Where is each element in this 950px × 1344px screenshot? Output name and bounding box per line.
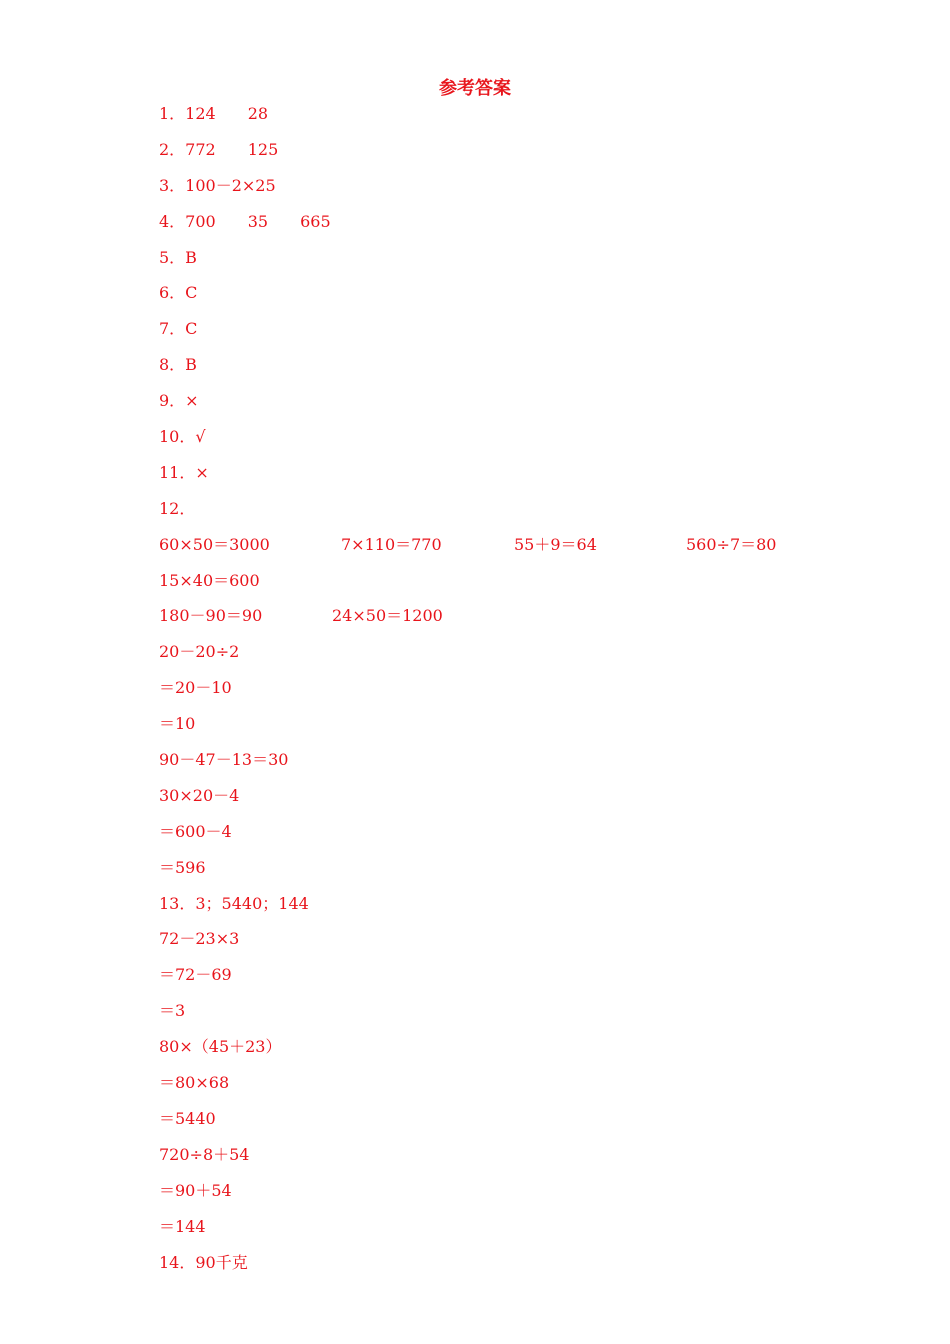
answer-list xyxy=(159,96,859,1280)
calc-line: ＝3 xyxy=(159,1001,186,1021)
calc-line: 72－23×3 xyxy=(159,929,240,949)
calc-line: 80×（45＋23） xyxy=(159,1037,282,1057)
answer-line-7: 7．C xyxy=(159,319,198,339)
answer-line-3: 3．100－2×25 xyxy=(159,175,276,195)
calc-line: ＝80×68 xyxy=(159,1073,230,1093)
calc-item: 180－90＝90 xyxy=(159,606,263,626)
calc-line: 20－20÷2 xyxy=(159,642,240,662)
calc-line: ＝20－10 xyxy=(159,678,232,698)
calc-line: 720÷8＋54 xyxy=(159,1144,250,1164)
answer-line-11: 11．× xyxy=(159,462,209,482)
calc-line: 15×40＝600 xyxy=(159,570,260,590)
calc-line: ＝596 xyxy=(159,857,206,877)
calc-line: 30×20－4 xyxy=(159,785,240,805)
calc-line: 90－47－13＝30 xyxy=(159,750,289,770)
answer-line-2: 2．772 125 xyxy=(159,139,279,159)
calc-item: 55＋9＝64 xyxy=(514,534,597,554)
answer-line-12: 12． xyxy=(159,498,196,518)
answer-line-5: 5．B xyxy=(159,247,197,267)
answer-line-13: 13．3；5440；144 xyxy=(159,893,309,913)
answer-line-9: 9．× xyxy=(159,391,199,411)
answer-line-1: 1．124 28 xyxy=(159,104,269,123)
answer-line-14: 14．90千克 xyxy=(159,1252,248,1272)
answer-line-6: 6．C xyxy=(159,283,198,303)
calc-item: 24×50＝1200 xyxy=(332,606,443,626)
answer-line-4: 4．700 35 665 xyxy=(159,211,331,231)
calc-line: ＝5440 xyxy=(159,1108,216,1128)
calc-line: ＝72－69 xyxy=(159,965,232,985)
answer-line-10: 10．√ xyxy=(159,427,206,447)
calc-item: 560÷7＝80 xyxy=(686,534,777,554)
calc-row xyxy=(159,527,859,563)
calc-item: 60×50＝3000 xyxy=(159,534,270,554)
calc-item: 7×110＝770 xyxy=(341,534,442,554)
answer-line-8: 8．B xyxy=(159,355,197,375)
calc-line: ＝90＋54 xyxy=(159,1180,232,1200)
calc-line: ＝600－4 xyxy=(159,821,232,841)
calc-line: ＝10 xyxy=(159,714,196,734)
page-title: 参考答案 xyxy=(439,78,511,99)
calc-line: ＝144 xyxy=(159,1216,206,1236)
calc-row xyxy=(159,598,859,634)
